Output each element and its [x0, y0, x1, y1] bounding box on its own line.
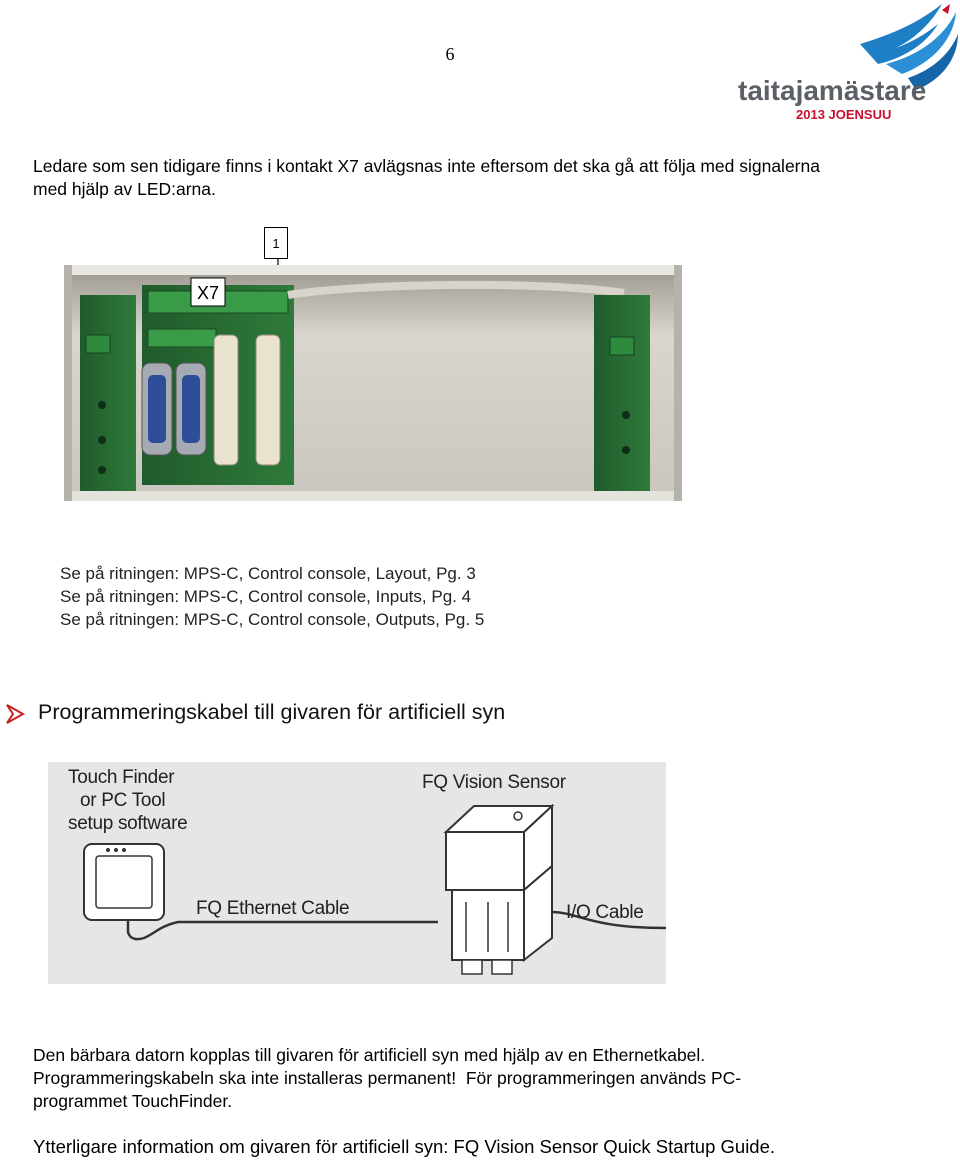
logo-brand-text: taitajamästare [738, 75, 927, 106]
callout-number-box [264, 227, 288, 259]
logo-sub-text: 2013 JOENSUU [796, 107, 892, 122]
software-label-line: or PC Tool [80, 790, 166, 811]
page-number: 6 [445, 44, 455, 64]
io-cable-label: I/O Cable [566, 902, 644, 923]
body-line: programmet TouchFinder. [33, 1091, 233, 1111]
reference-line: Se på ritningen: MPS-C, Control console, Outputs, Pg. 5 [60, 610, 485, 629]
section-heading: Programmeringskabel till givaren för artificiell syn [38, 700, 506, 724]
vision-sensor-diagram [48, 762, 666, 984]
intro-paragraph: Ledare som sen tidigare finns i kontakt X7 avlägsnas inte eftersom det ska gå att följa med signalerna med hjälp av LED:arna. [33, 156, 820, 199]
body-paragraph [33, 1044, 913, 1113]
ethernet-cable-label: FQ Ethernet Cable [196, 898, 350, 919]
body-line: Den bärbara datorn kopplas till givaren för artificiell syn med hjälp av en Ethernetkabel. [33, 1045, 706, 1065]
taitajamastare-logo [736, 0, 960, 122]
swoosh-logo-icon [736, 0, 960, 122]
further-info: Ytterligare information om givaren för artificiell syn: FQ Vision Sensor Quick Startup Guide. [33, 1136, 776, 1157]
callout-number: 1 [272, 235, 280, 251]
drawing-references [60, 562, 484, 631]
software-label-line: Touch Finder [68, 767, 175, 788]
control-console-photo [64, 265, 682, 501]
reference-line: Se på ritningen: MPS-C, Control console, Inputs, Pg. 4 [60, 587, 472, 606]
sensor-label: FQ Vision Sensor [422, 772, 566, 793]
reference-line: Se på ritningen: MPS-C, Control console, Layout, Pg. 3 [60, 564, 476, 583]
x7-connector-label: X7 [196, 283, 220, 303]
software-label [68, 766, 187, 835]
arrowhead-bullet-icon [4, 703, 26, 725]
software-label-line: setup software [68, 813, 188, 834]
body-line: Programmeringskabeln ska inte installeras permanent! För programmeringen används PC- [33, 1068, 742, 1088]
